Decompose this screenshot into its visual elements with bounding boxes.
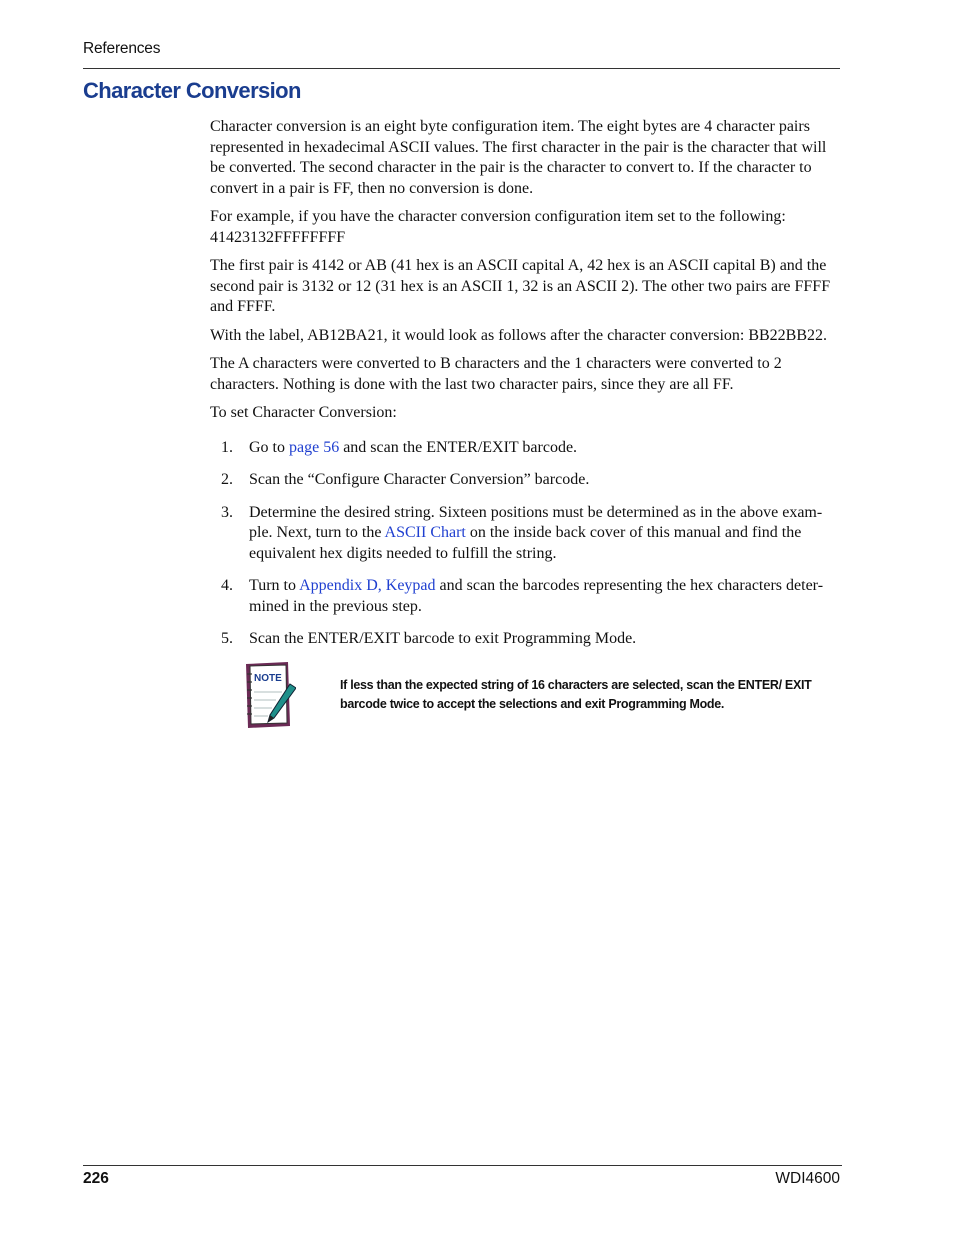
paragraph-example: For example, if you have the character conversion configuration item set to the following: 41423132FFFFFFFF [210, 208, 786, 246]
step-text: on the inside back cover of this manual and find the equivalent hex digits needed to fulfill the string. [249, 524, 802, 562]
running-header: References [83, 40, 161, 57]
footer-rule [83, 1165, 842, 1166]
paragraph-pairs: The first pair is 4142 or AB (41 hex is an ASCII capital A, 42 hex is an ASCII capital B) and the second pair is 3132 or 12 (31 hex is an ASCII 1, 32 is an ASCII 2). The other two pairs are FFFF and FFFF. [210, 257, 831, 315]
section-title: Character Conversion [83, 78, 301, 103]
step-number: 2. [221, 471, 233, 488]
paragraph-explanation: The A characters were converted to B characters and the 1 characters were converted to 2 characters. Nothing is done with the last two character pairs, since they are all FF. [210, 355, 782, 393]
step-1 [210, 438, 845, 459]
step-text: Go to [249, 438, 289, 456]
page-number: 226 [83, 1170, 109, 1187]
step-text: Scan the “Configure Character Conversion” barcode. [249, 471, 590, 488]
step-4 [210, 576, 845, 617]
step-text: Turn to [249, 577, 300, 594]
section-body [210, 117, 845, 662]
step-text: Determine the desired string. Sixteen positions must be determined as in the above exam-ple. Next, turn to the [249, 503, 823, 541]
step-2 [210, 470, 845, 491]
step-number: 3. [221, 503, 233, 521]
step-5 [210, 629, 845, 650]
header-rule [83, 68, 840, 69]
paragraph-intro: Character conversion is an eight byte configuration item. The eight bytes are 4 character pairs represented in hexadecimal ASCII values. The first character in the pair is the character that will be converted. The second character in the pair is the character to convert to. If the character to convert in a pair is FF, then no conversion is done. [210, 118, 827, 197]
page-56-link[interactable]: page 56 [289, 438, 340, 456]
step-text: and scan the barcodes representing the hex characters deter-mined in the previous step. [249, 577, 824, 615]
paragraph-procedure-intro: To set Character Conversion: [210, 404, 397, 421]
note-text: If less than the expected string of 16 characters are selected, scan the ENTER/ EXIT barcode twice to accept the selections and exit Programming Mode. [340, 678, 812, 711]
document-id: WDI4600 [775, 1170, 840, 1187]
step-number: 1. [221, 438, 233, 456]
ascii-chart-link[interactable]: ASCII Chart [384, 524, 466, 541]
step-text: and scan the ENTER/EXIT barcode. [339, 438, 578, 456]
note-pencil-icon [240, 660, 296, 730]
note-callout [240, 660, 840, 732]
step-number: 4. [221, 577, 233, 594]
paragraph-label-result: With the label, AB12BA21, it would look as follows after the character conversion: BB22BB22. [210, 326, 828, 344]
step-3 [210, 503, 845, 565]
step-number: 5. [221, 630, 233, 647]
procedure-steps [210, 438, 845, 650]
appendix-d-keypad-link[interactable]: Appendix D, Keypad [299, 577, 436, 594]
step-text: Scan the ENTER/EXIT barcode to exit Programming Mode. [249, 630, 637, 647]
note-icon-label: NOTE [254, 673, 282, 684]
